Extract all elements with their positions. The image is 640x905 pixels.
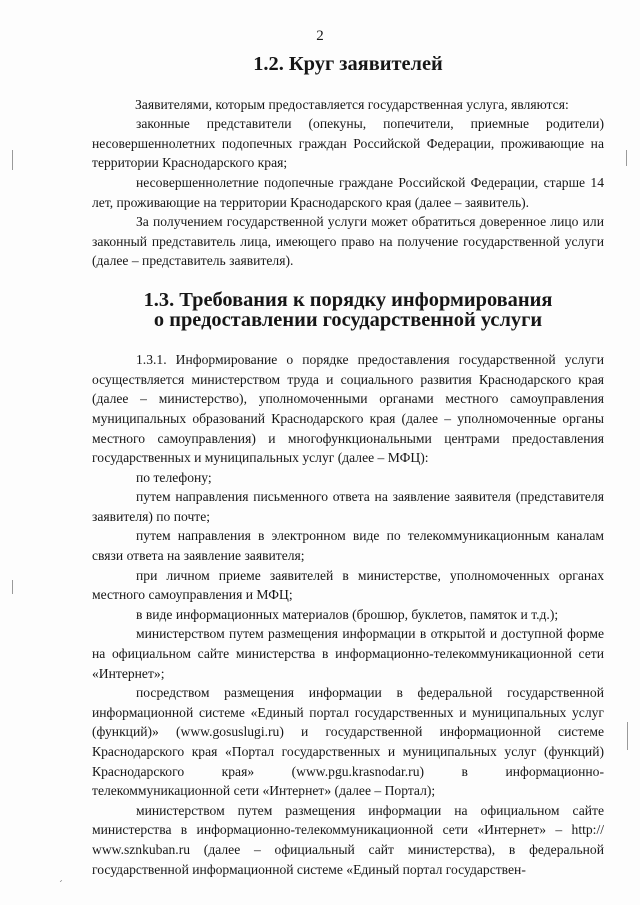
scan-mark-left — [12, 580, 13, 594]
paragraph: путем направления письменного ответа на заявление заявителя (представителя заявителя) по почте; — [92, 489, 604, 524]
section-heading-1-3-line1: 1.3. Требования к порядку информирования — [143, 288, 553, 311]
document-body — [92, 55, 604, 879]
paragraph: путем направления в электронном виде по телекоммуникационным каналам связи ответа на заявление заявителя; — [92, 528, 604, 564]
scan-mark-left — [12, 150, 13, 170]
paragraph: министерством путем размещения информации на официальном сайте министерства в информационно-телекоммуникационной сети «Интернет» – http:// www.sznkuban.ru (далее – официальный сайт министерства), в федеральной государственной информационной системе «Единый портал государствен- — [92, 802, 604, 877]
paragraph: несовершеннолетние подопечные граждане Российской Федерации, старше 14 лет, проживающие на территории Краснодарского края (далее – заявитель). — [92, 174, 604, 210]
scan-speck: ´ — [58, 880, 63, 891]
section-heading-1-3 — [92, 288, 604, 331]
paragraph: законные представители (опекуны, попечители, приемные родители) несовершеннолетних подопечных граждан Российской Федерации, проживающие на территории Краснодарского края; — [92, 116, 604, 171]
section-1-2-content — [92, 95, 604, 271]
scan-mark-right — [626, 150, 627, 166]
paragraph: в виде информационных материалов (брошюр, буклетов, памяток и т.д.); — [136, 606, 559, 622]
section-1-3-content — [92, 350, 604, 879]
scan-mark-right — [627, 722, 628, 750]
section-heading-1-3-line2: о предоставлении государственной услуги — [153, 308, 543, 331]
paragraph: Заявителями, которым предоставляется государственная услуга, являются: — [135, 96, 569, 112]
page-number: 2 — [316, 28, 324, 44]
paragraph: министерством путем размещения информации в открытой и доступной форме на официальном сайте министерства в информационно-телекоммуникационной сети «Интернет»; — [92, 626, 604, 681]
section-heading-1-2: 1.2. Круг заявителей — [253, 53, 443, 75]
paragraph: За получением государственной услуги может обратиться доверенное лицо или законный представитель лица, имеющего право на получение государственной услуги (далее – представитель заявителя). — [92, 214, 604, 269]
paragraph: 1.3.1. Информирование о порядке предоставления государственной услуги осуществляется министерством труда и социального развития Краснодарского края (далее – министерство), уполномоченными органами местного самоуправления муниципальных образований Краснодарского края (далее – уполномоченные органы местного самоуправления) и многофункциональными центрами предоставления государственных и муниципальных услуг (далее – МФЦ): — [92, 352, 604, 466]
paragraph: при личном приеме заявителей в министерстве, уполномоченных органах местного самоуправления и МФЦ; — [92, 567, 604, 603]
paragraph: по телефону; — [136, 469, 212, 485]
paragraph: посредством размещения информации в федеральной государственной информационной системе «Единый портал государственных и муниципальных услуг (функций)» (www.gosuslugi.ru) и государственной информационной системе Краснодарского края «Портал государственных и муниципальных услуг (функций) Краснодарского края» (www.pgu.krasnodar.ru) в информационно-телекоммуникационной сети «Интернет» (далее – Портал); — [92, 685, 604, 799]
